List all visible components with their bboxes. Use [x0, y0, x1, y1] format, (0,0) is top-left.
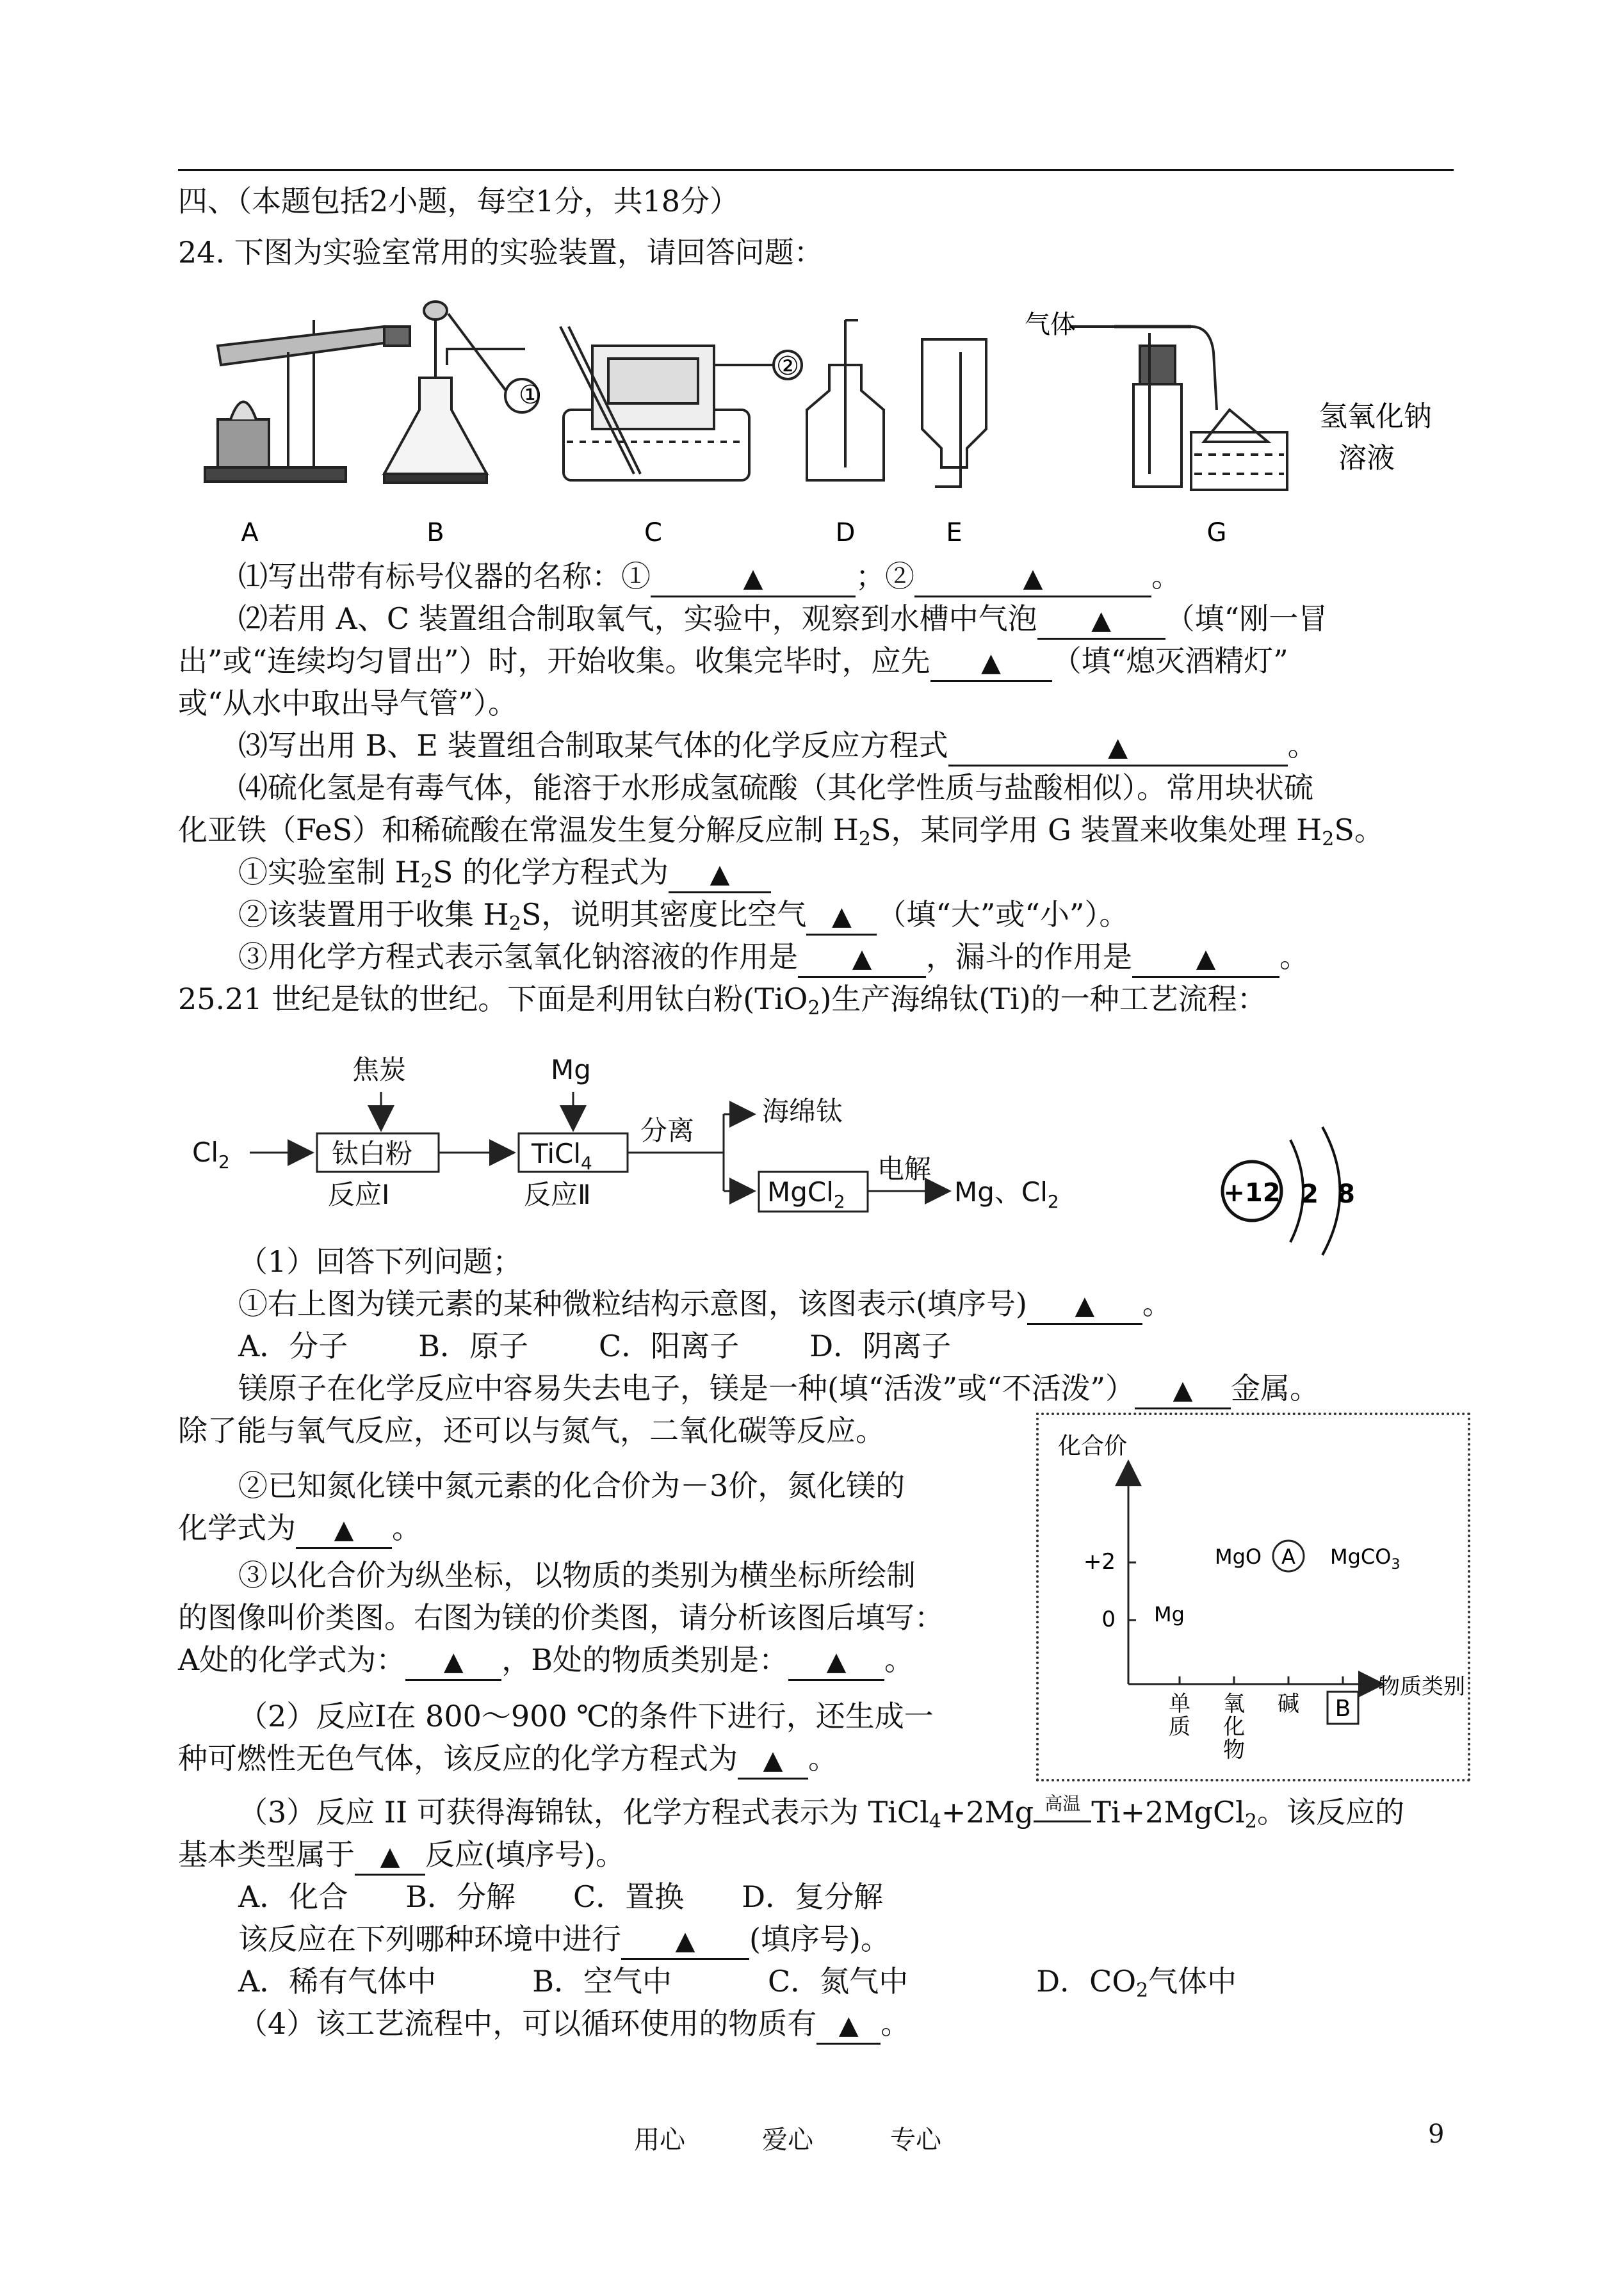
answer-blank[interactable]: ▲: [355, 1837, 425, 1876]
answer-blank[interactable]: ▲: [651, 559, 856, 597]
page-number: 9: [1428, 2120, 1445, 2149]
flow-reaction2: 反应Ⅱ: [524, 1179, 591, 1210]
q25-item2-line1: ②已知氮化镁中氮元素的化合价为－3价，氮化镁的: [238, 1468, 905, 1503]
category-label: B: [1335, 1696, 1351, 1722]
answer-blank[interactable]: ▲: [806, 897, 877, 936]
answer-blank[interactable]: ▲: [816, 2006, 881, 2045]
answer-blank[interactable]: ▲: [914, 559, 1151, 597]
category-label: 氧: [1223, 1691, 1245, 1717]
q24-part4-line2: 化亚铁（FeS）和稀硫酸在常温发生复分解反应制 $H_2S$，某同学用 G 装置来收集处理 $H_2S$。: [178, 813, 1384, 850]
apparatus-label-b: B: [426, 518, 444, 547]
q25-part2-line2: 种可燃性无色气体，该反应的化学方程式为 ▲ 。: [178, 1739, 838, 1780]
q24-part1: ⑴写出带有标号仪器的名称：① ▲ ；② ▲ 。: [238, 557, 1181, 597]
flow-separate: 分离: [640, 1115, 695, 1146]
y-tick-label: 0: [1101, 1607, 1116, 1632]
category-label: 物: [1223, 1737, 1245, 1763]
apparatus-label-e: E: [946, 518, 962, 547]
chart-point-label: A: [1281, 1545, 1295, 1569]
label-circled-1: ①: [519, 380, 542, 410]
q24-part2-line3: 或“从水中取出导气管”）。: [178, 686, 518, 720]
chart-point-label: Mg: [1154, 1602, 1185, 1626]
q24-part2-line2: 出”或“连续均匀冒出”）时，开始收集。收集完毕时，应先 ▲ （填“熄灭酒精灯”: [178, 642, 1288, 682]
naoh-label-1: 氢氧化钠: [1319, 400, 1432, 433]
answer-blank[interactable]: ▲: [669, 855, 771, 893]
apparatus-c: [560, 327, 802, 480]
apparatus-e: [922, 339, 986, 487]
answer-blank[interactable]: ▲: [948, 728, 1288, 766]
section-header: 四、（本题包括2小题，每空1分，共18分）: [178, 184, 740, 218]
answer-blank[interactable]: ▲: [1132, 939, 1279, 978]
q25-item2-line2: 化学式为 ▲ 。: [178, 1509, 421, 1549]
apparatus-label-d: D: [835, 518, 856, 547]
q25-part1: （1）回答下列问题；: [238, 1244, 523, 1279]
q25-mg-activity: 镁原子在化学反应中容易失去电子，镁是一种(填“活泼”或“不活泼”） ▲ 金属。: [238, 1369, 1319, 1409]
flow-mg-in: Mg: [551, 1054, 591, 1085]
q24-part3: ⑶写出用 B、E 装置组合制取某气体的化学反应方程式 ▲ 。: [238, 726, 1317, 766]
q25-options2: A．化合 B．分解 C．置换 D．复分解: [238, 1879, 884, 1914]
q25-item3-line1: ③以化合价为纵坐标，以物质的类别为横坐标所绘制: [238, 1558, 916, 1593]
ion-shell1: 2: [1301, 1180, 1319, 1209]
category-label: 化: [1223, 1714, 1245, 1740]
q24-sub1: ①实验室制 $H_2S$ 的化学方程式为 ▲: [238, 853, 771, 893]
flow-electrolysis: 电解: [877, 1153, 932, 1185]
q25-part2-line1: （2）反应Ⅰ在 800～900 ℃的条件下进行，还生成一: [238, 1699, 934, 1733]
mg-ion-structure-diagram: [1204, 1114, 1396, 1268]
footer-text-2: 爱心: [762, 2125, 813, 2155]
q24-part4-line1: ⑷硫化氢是有毒气体，能溶于水形成氢硫酸（其化学性质与盐酸相似）。常用块状硫: [238, 770, 1313, 805]
answer-blank[interactable]: ▲: [738, 1741, 808, 1780]
q25-environment: 该反应在下列哪种环境中进行 ▲ (填序号)。: [238, 1920, 890, 1960]
flow-reaction1: 反应Ⅰ: [328, 1179, 390, 1210]
answer-blank[interactable]: ▲: [621, 1922, 749, 1960]
apparatus-figure: [192, 282, 1447, 551]
footer-text-3: 专心: [890, 2125, 941, 2155]
answer-blank[interactable]: ▲: [1037, 601, 1165, 640]
chart-ylabel: 化合价: [1058, 1433, 1128, 1459]
q24-stem: 24. 下图为实验室常用的实验装置，请回答问题：: [178, 235, 824, 270]
q24-part2-line1: ⑵若用 A、C 装置组合制取氧气，实验中，观察到水槽中气泡 ▲ （填“刚一冒: [238, 599, 1328, 640]
flow-box2: TiCl$_4$: [532, 1138, 592, 1174]
flow-products: Mg、$Cl_2$: [954, 1176, 1059, 1212]
label-circled-2: ②: [776, 352, 799, 381]
answer-blank[interactable]: ▲: [1135, 1371, 1231, 1409]
valence-chart: [1039, 1415, 1468, 1779]
y-tick-label: +2: [1083, 1549, 1116, 1575]
flow-cl2: $Cl_2$: [192, 1137, 230, 1172]
q25-item3-line2: 的图像叫价类图。右图为镁的价类图，请分析该图后填写：: [178, 1600, 944, 1635]
gas-label: 气体: [1025, 310, 1076, 339]
flow-box3: MgCl$_2$: [767, 1176, 845, 1212]
category-label: 质: [1169, 1714, 1190, 1740]
apparatus-label-c: C: [644, 518, 662, 547]
q25-options1: A．分子 B．原子 C．阳离子 D．阴离子: [238, 1329, 952, 1363]
q25-part4: （4）该工艺流程中，可以循环使用的物质有 ▲ 。: [238, 2004, 910, 2045]
q24-sub2: ②该装置用于收集 $H_2S$，说明其密度比空气 ▲ （填“大”或“小”）。: [238, 897, 1129, 935]
flow-box1: 钛白粉: [332, 1138, 413, 1169]
apparatus-label-g: G: [1206, 518, 1227, 547]
q25-item3-line3: A处的化学式为： ▲ ，B处的物质类别是： ▲ 。: [178, 1641, 914, 1681]
chart-point-label: MgO: [1215, 1545, 1262, 1569]
apparatus-g: [1069, 327, 1287, 490]
category-label: 碱: [1278, 1691, 1299, 1717]
answer-blank[interactable]: ▲: [296, 1511, 392, 1549]
q25-options3: A．稀有气体中 B．空气中 C．氮气中 D．$CO_2$气体中: [238, 1964, 1237, 2002]
process-flow-diagram: [179, 1044, 1101, 1255]
category-label: 单: [1169, 1691, 1190, 1717]
chart-point-label: MgCO$_3$: [1330, 1545, 1401, 1573]
answer-blank[interactable]: ▲: [405, 1642, 501, 1681]
chart-xlabel: 物质类别: [1378, 1674, 1465, 1699]
flow-sponge-ti: 海绵钛: [762, 1096, 843, 1127]
answer-blank[interactable]: ▲: [1027, 1286, 1142, 1325]
footer-text-1: 用心: [634, 2125, 685, 2155]
q25-part3-line2: 基本类型属于 ▲ 反应(填序号)。: [178, 1835, 625, 1876]
reaction-condition: 高温: [1034, 1801, 1091, 1822]
q25-mg-line2: 除了能与氧气反应，还可以与氮气，二氧化碳等反应。: [178, 1413, 885, 1448]
q24-sub3: ③用化学方程式表示氢氧化钠溶液的作用是 ▲ ，漏斗的作用是 ▲ 。: [238, 937, 1309, 978]
answer-blank[interactable]: ▲: [798, 939, 926, 978]
answer-blank[interactable]: ▲: [788, 1642, 884, 1681]
apparatus-d: [807, 320, 884, 480]
valence-chart-box: [1036, 1413, 1470, 1781]
apparatus-a: [205, 320, 410, 482]
ion-nucleus: +12: [1223, 1178, 1281, 1208]
header-rule: [178, 169, 1454, 171]
flow-coke: 焦炭: [352, 1054, 407, 1085]
naoh-label-2: 溶液: [1338, 442, 1395, 474]
apparatus-label-a: A: [241, 518, 259, 547]
q25-item1: ①右上图为镁元素的某种微粒结构示意图，该图表示(填序号) ▲ 。: [238, 1285, 1172, 1325]
q25-part3-line1: （3）反应 II 可获得海锦钛，化学方程式表示为 TiCl$_4$+2Mg 高温 Ti+2MgCl$_2$。该反应的: [238, 1793, 1404, 1833]
ion-shell2: 8: [1337, 1180, 1355, 1209]
answer-blank[interactable]: ▲: [930, 644, 1052, 682]
q25-stem: 25.21 世纪是钛的世纪。下面是利用钛白粉(TiO$_2$)生产海绵钛(Ti)的一种工艺流程：: [178, 982, 1267, 1019]
